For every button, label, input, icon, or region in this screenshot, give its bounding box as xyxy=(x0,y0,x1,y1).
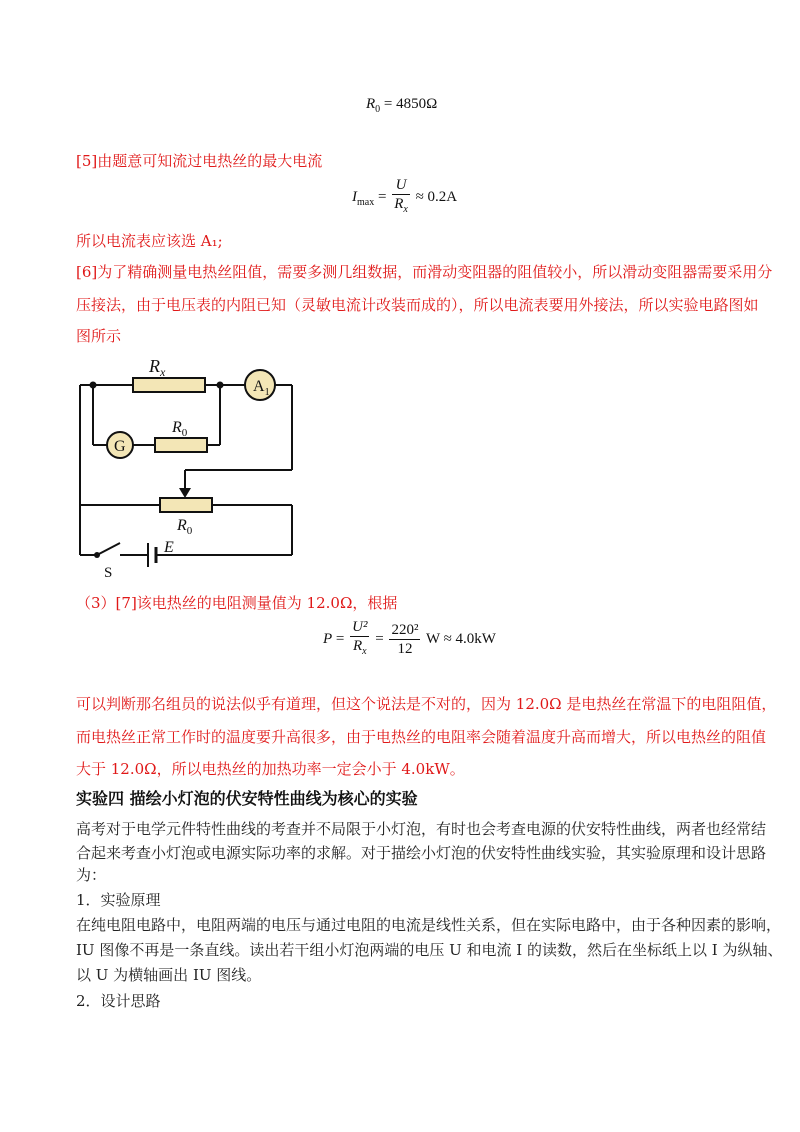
formula-power-symbol: P xyxy=(323,630,333,647)
label-galvanometer: G xyxy=(114,438,126,455)
paragraph-8-line-3: 大于 12.0Ω，所以电热丝的加热功率一定会小于 4.0kW。 xyxy=(76,760,465,778)
label-r0-top: $R_0$ xyxy=(172,419,188,439)
formula-power-eq2: = xyxy=(375,630,384,647)
paragraph-6-line-3: 图所示 xyxy=(76,327,122,345)
paragraph-7: （3）[7]该电热丝的电阻测量值为 12.0Ω，根据 xyxy=(76,594,398,612)
fraction-2-denominator: 12 xyxy=(397,641,413,657)
formula-power-eq1: = xyxy=(335,630,345,647)
paragraph-8-line-2: 而电热丝正常工作时的温度要升高很多，由于电热丝的电阻率会随着温度升高而增大，所以电热丝的阻值 xyxy=(76,728,767,746)
formula-imax-fraction xyxy=(392,176,410,219)
principle-line-1: 在纯电阻电路中，电阻两端的电压与通过电阻的电流是线性关系，但在实际电路中，由于各种因素的影响， xyxy=(76,916,782,934)
formula-r0-value: = 4850Ω xyxy=(383,96,438,112)
formula-r0-sub: 0 xyxy=(375,104,381,115)
principle-line-3: 以 U 为横轴画出 IU 图线。 xyxy=(76,966,262,984)
formula-imax xyxy=(352,176,457,219)
item-2-title: 2．设计思路 xyxy=(76,992,161,1010)
item-1-title: 1．实验原理 xyxy=(76,891,161,909)
paragraph-6-line-2: 压接法，由于电压表的内阻已知（灵敏电流计改装而成的），所以电流表要用外接法，所以实验电路图如 xyxy=(76,296,759,314)
paragraph-8-line-1: 可以判断那名组员的说法似乎有道理，但这个说法是不对的，因为 12.0Ω 是电热丝在常温下的电阻阻值， xyxy=(76,695,777,713)
paragraph-5: [5]由题意可知流过电热丝的最大电流 xyxy=(76,152,323,170)
fraction-1-denominator-sub: x xyxy=(362,646,367,657)
fraction-1-denominator: R xyxy=(353,638,363,654)
formula-imax-value: ≈ 0.2A xyxy=(415,188,458,205)
fraction-numerator: U xyxy=(392,176,410,195)
label-rx: $R_x$ xyxy=(149,356,166,379)
slide-rheostat xyxy=(160,498,212,512)
label-ammeter: $A_1$ xyxy=(253,378,270,398)
resistor-rx xyxy=(133,378,205,392)
formula-power-fraction-1 xyxy=(350,618,369,661)
fraction-denominator: R xyxy=(394,196,404,212)
fraction-denominator-sub: x xyxy=(403,204,408,215)
formula-r0 xyxy=(366,96,437,115)
resistor-r0-top xyxy=(155,438,207,452)
formula-imax-eq: = xyxy=(377,188,387,205)
fraction-1-numerator: U² xyxy=(352,619,368,635)
intro-line-2: 合起来考查小灯泡或电源实际功率的求解。对于描绘小灯泡的伏安特性曲线实验，其实验原理和设计思路 xyxy=(76,844,767,862)
paragraph-6-line-1: [6]为了精确测量电热丝阻值，需要多测几组数据，而滑动变阻器的阻值较小，所以滑动变阻器需要采用分 xyxy=(76,263,773,281)
label-r0-bottom: $R_0$ xyxy=(177,517,193,537)
intro-line-3: 为： xyxy=(76,866,107,884)
circuit-diagram xyxy=(60,345,320,585)
formula-power xyxy=(323,618,496,661)
formula-imax-symbol: I xyxy=(352,188,357,205)
section-heading: 实验四 描绘小灯泡的伏安特性曲线为核心的实验 xyxy=(76,789,418,808)
slider-arrow-icon xyxy=(179,488,191,498)
formula-imax-sub: max xyxy=(357,196,375,208)
paragraph-5b: 所以电流表应该选 A₁; xyxy=(76,232,223,250)
formula-r0-symbol: R xyxy=(366,96,376,112)
label-emf: E xyxy=(164,539,174,556)
formula-power-fraction-2 xyxy=(389,621,420,658)
formula-power-value: W ≈ 4.0kW xyxy=(425,630,496,647)
label-switch: S xyxy=(104,565,113,581)
intro-line-1: 高考对于电学元件特性曲线的考查并不局限于小灯泡，有时也会考查电源的伏安特性曲线，两者也经常结 xyxy=(76,820,767,838)
fraction-2-numerator: 220² xyxy=(391,622,419,638)
principle-line-2: IU 图像不再是一条直线。读出若干组小灯泡两端的电压 U 和电流 I 的读数，然后在坐标纸上以 I 为纵轴、 xyxy=(76,941,783,959)
